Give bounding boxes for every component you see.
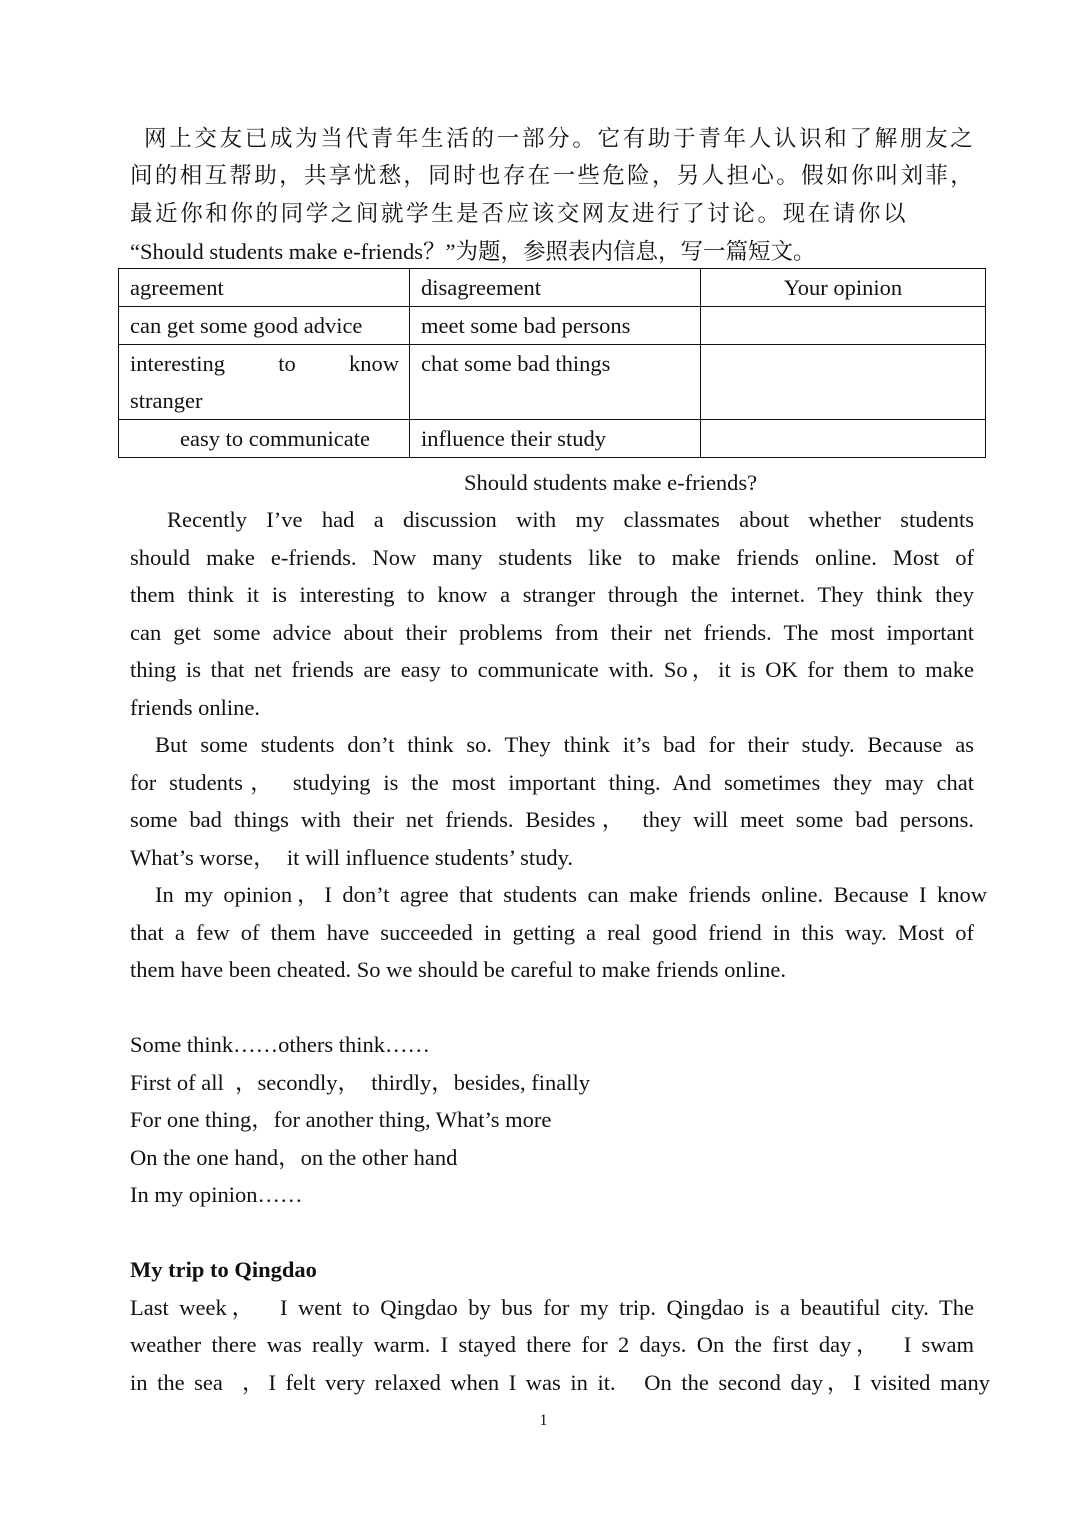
- phrase-line: In my opinion……: [130, 1182, 303, 1207]
- table-cell: can get some good advice: [119, 307, 410, 345]
- opinion-table: [118, 268, 986, 458]
- trip-line: weather there was really warm. I stayed there for 2 days. On the first day， I swam: [130, 1332, 974, 1357]
- essay-p1-line: thing is that net friends are easy to communicate with. So，it is OK for them to make: [130, 657, 974, 682]
- essay-p2-line: for students， studying is the most important thing. And sometimes they may chat: [130, 770, 974, 795]
- essay-p2-line: What’s worse， it will influence students’ study.: [130, 845, 574, 870]
- page-number: 1: [539, 1412, 548, 1429]
- trip-line: Last week， I went to Qingdao by bus for my trip. Qingdao is a beautiful city. The: [130, 1295, 974, 1320]
- phrase-line: For one thing，for another thing, What’s more: [130, 1107, 552, 1132]
- essay-p2-line: some bad things with their net friends. Besides， they will meet some bad persons.: [130, 807, 974, 832]
- phrase-line: On the one hand，on the other hand: [130, 1145, 458, 1170]
- table-cell: [701, 345, 986, 420]
- table-header-cell: Your opinion: [701, 269, 986, 307]
- intro-line-4: “Should students make e-friends？”为题，参照表内信息，写一篇短文。: [130, 239, 816, 264]
- table-header-cell: agreement: [119, 269, 410, 307]
- essay-p1-line: friends online.: [130, 695, 260, 720]
- essay-p3-line: that a few of them have succeeded in getting a real good friend in this way. Most of: [130, 920, 974, 945]
- intro-line-1: 网上交友已成为当代青年生活的一部分。它有助于青年人认识和了解朋友之: [144, 126, 974, 151]
- table-cell: easy to communicate: [119, 420, 410, 458]
- essay-p3-line: them have been cheated. So we should be careful to make friends online.: [130, 957, 787, 982]
- intro-line-3: 最近你和你的同学之间就学生是否应该交网友进行了讨论。现在请你以: [130, 201, 909, 226]
- essay-title: Should students make e-friends?: [464, 470, 758, 495]
- trip-line: in the sea ，I felt very relaxed when I was in it. On the second day，I visited many: [130, 1370, 990, 1395]
- trip-title: My trip to Qingdao: [130, 1257, 317, 1282]
- essay-p1-line: them think it is interesting to know a stranger through the internet. They think they: [130, 582, 974, 607]
- essay-p1-line: can get some advice about their problems from their net friends. The most important: [130, 620, 974, 645]
- phrase-line: First of all ，secondly， thirdly，besides, finally: [130, 1070, 590, 1095]
- phrase-line: Some think……others think……: [130, 1032, 430, 1057]
- table-cell: interesting to know stranger: [119, 345, 410, 420]
- intro-line-2: 间的相互帮助，共享忧愁，同时也存在一些危险，另人担心。假如你叫刘菲，: [130, 163, 974, 188]
- table-cell: [701, 420, 986, 458]
- table-header-cell: disagreement: [410, 269, 701, 307]
- table-header-row: [119, 269, 986, 307]
- table-cell: meet some bad persons: [410, 307, 701, 345]
- essay-p1-line: Recently I’ve had a discussion with my classmates about whether students: [167, 507, 974, 532]
- table-row: [119, 420, 986, 458]
- table-cell: chat some bad things: [410, 345, 701, 420]
- essay-p2-line: But some students don’t think so. They think it’s bad for their study. Because as: [155, 732, 974, 757]
- table-row: [119, 307, 986, 345]
- essay-p1-line: should make e-friends. Now many students like to make friends online. Most of: [130, 545, 974, 570]
- essay-p3-line: In my opinion，I don’t agree that students can make friends online. Because I know: [155, 882, 987, 907]
- table-cell: influence their study: [410, 420, 701, 458]
- table-cell: [701, 307, 986, 345]
- table-row: [119, 345, 986, 420]
